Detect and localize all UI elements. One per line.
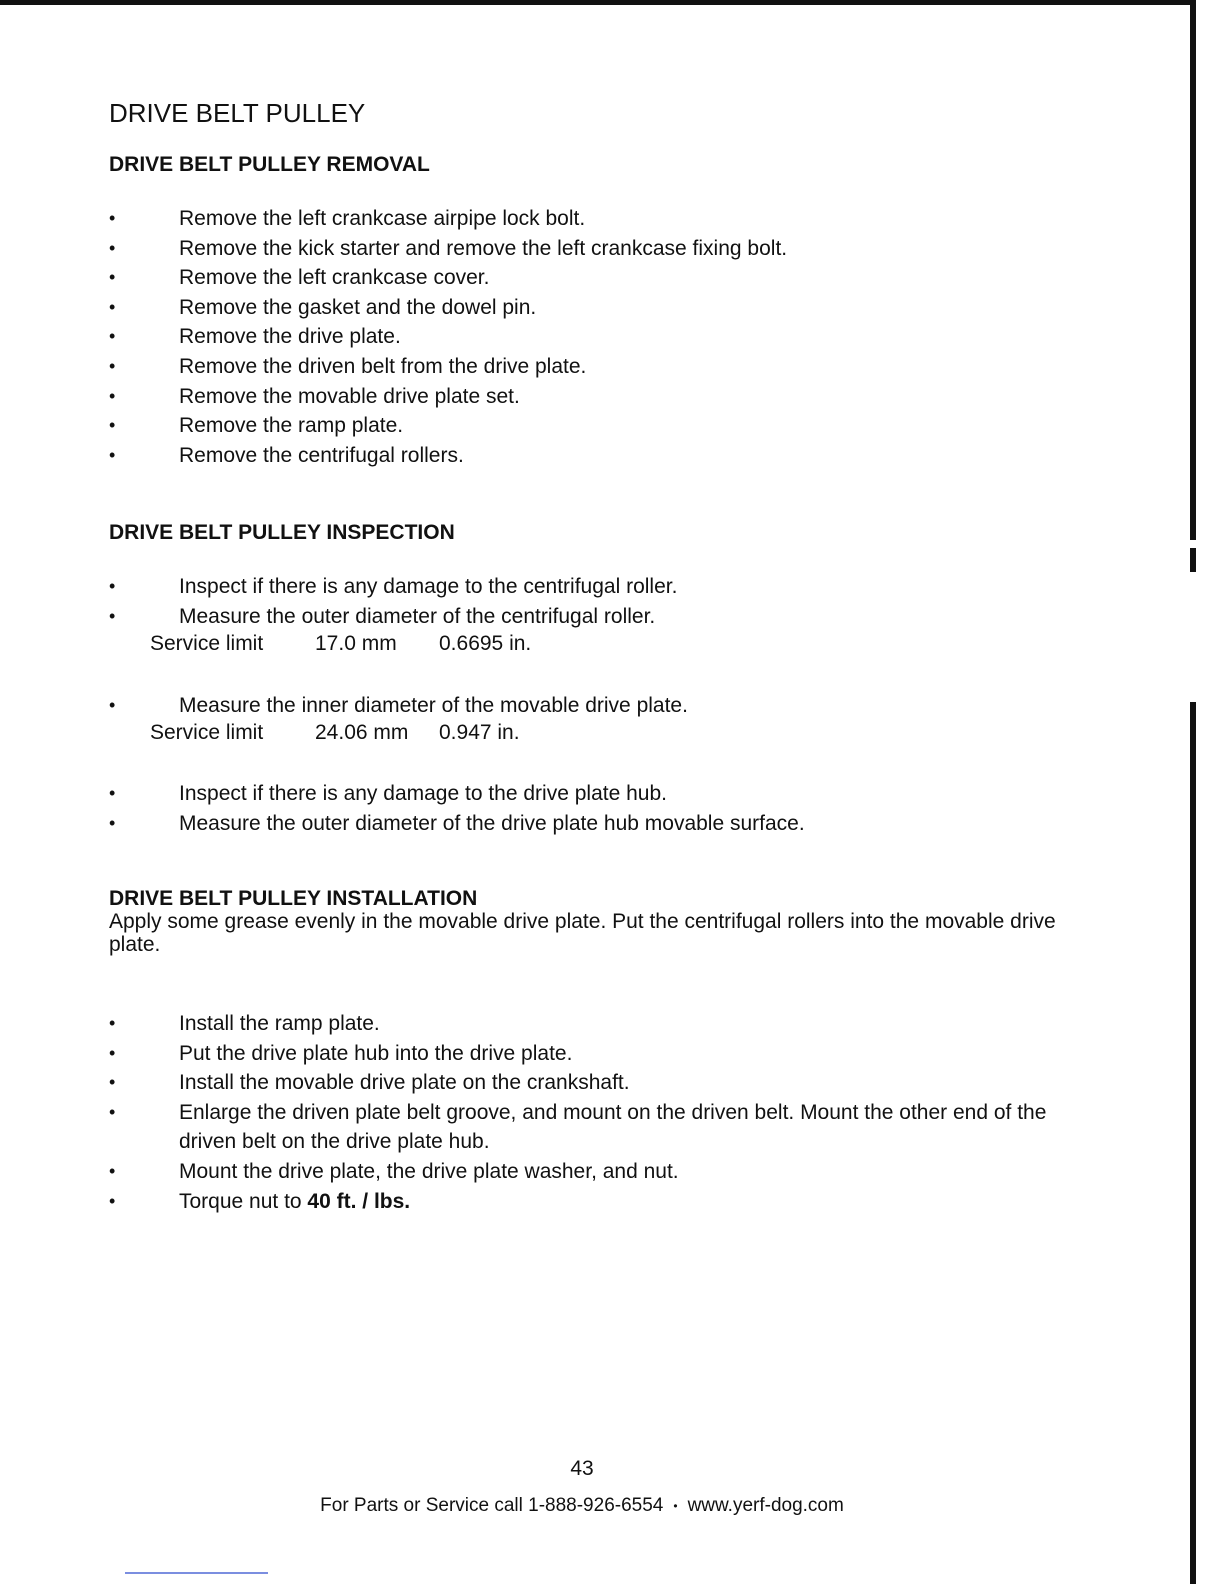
removal-steps — [109, 204, 1109, 470]
list-item: • Remove the drive plate. — [109, 322, 1109, 352]
installation-heading: DRIVE BELT PULLEY INSTALLATION — [109, 887, 478, 910]
inspection-heading: DRIVE BELT PULLEY INSPECTION — [109, 521, 455, 544]
scan-edge-gap — [1186, 572, 1200, 702]
torque-value: 40 ft. / lbs. — [307, 1189, 411, 1213]
list-item: • Enlarge the driven plate belt groove, and mount on the driven belt. Mount the other end of the driven belt on the drive plate hub. — [109, 1098, 1109, 1157]
list-item: • Put the drive plate hub into the drive plate. — [109, 1039, 1109, 1069]
list-item: • Inspect if there is any damage to the centrifugal roller. — [109, 572, 1109, 602]
footer — [0, 1495, 1164, 1517]
service-limit-inch: 0.947 in. — [439, 721, 520, 744]
service-limit-mm: 17.0 mm — [315, 632, 397, 655]
list-item — [109, 1187, 1109, 1217]
right-scan-edge — [1190, 0, 1196, 1584]
service-limit-plate — [150, 721, 520, 745]
footer-website: www.yerf-dog.com — [687, 1495, 844, 1516]
list-item: • Install the movable drive plate on the crankshaft. — [109, 1068, 1109, 1098]
list-item: • Inspect if there is any damage to the drive plate hub. — [109, 779, 1109, 809]
list-item: • Remove the left crankcase cover. — [109, 263, 1109, 293]
list-item: • Measure the outer diameter of the drive plate hub movable surface. — [109, 809, 1109, 839]
list-item: • Remove the left crankcase airpipe lock bolt. — [109, 204, 1109, 234]
bottom-rule — [125, 1572, 268, 1574]
inspection-steps-1 — [109, 572, 1109, 631]
list-item: • Measure the outer diameter of the centrifugal roller. — [109, 602, 1109, 632]
inspection-steps-3 — [109, 779, 1109, 838]
installation-steps — [109, 1009, 1109, 1216]
service-limit-inch: 0.6695 in. — [439, 632, 532, 655]
service-limit-mm: 24.06 mm — [315, 721, 409, 744]
torque-prefix: Torque nut to — [179, 1189, 308, 1213]
list-item: • Remove the movable drive plate set. — [109, 382, 1109, 412]
inspection-steps-2 — [109, 691, 1109, 721]
service-limit-roller — [150, 632, 531, 656]
service-limit-label: Service limit — [150, 632, 264, 655]
footer-separator: • — [673, 1498, 678, 1513]
page-title: DRIVE BELT PULLEY — [109, 98, 366, 128]
list-item: • Remove the centrifugal rollers. — [109, 441, 1109, 471]
list-item: • Remove the ramp plate. — [109, 411, 1109, 441]
removal-heading: DRIVE BELT PULLEY REMOVAL — [109, 153, 430, 176]
list-item: • Remove the driven belt from the drive plate. — [109, 352, 1109, 382]
list-item: • Mount the drive plate, the drive plate washer, and nut. — [109, 1157, 1109, 1187]
service-limit-label: Service limit — [150, 721, 264, 744]
page-number: 43 — [570, 1457, 594, 1480]
list-item: • Remove the kick starter and remove the left crankcase fixing bolt. — [109, 234, 1109, 264]
list-item: • Measure the inner diameter of the movable drive plate. — [109, 691, 1109, 721]
list-item: • Install the ramp plate. — [109, 1009, 1109, 1039]
footer-call-text: For Parts or Service call 1-888-926-6554 — [320, 1495, 664, 1516]
installation-intro: Apply some grease evenly in the movable drive plate. Put the centrifugal rollers into the movable drive plate. — [109, 910, 1056, 956]
top-border — [0, 0, 1196, 5]
scan-edge-gap — [1186, 540, 1200, 548]
list-item: • Remove the gasket and the dowel pin. — [109, 293, 1109, 323]
